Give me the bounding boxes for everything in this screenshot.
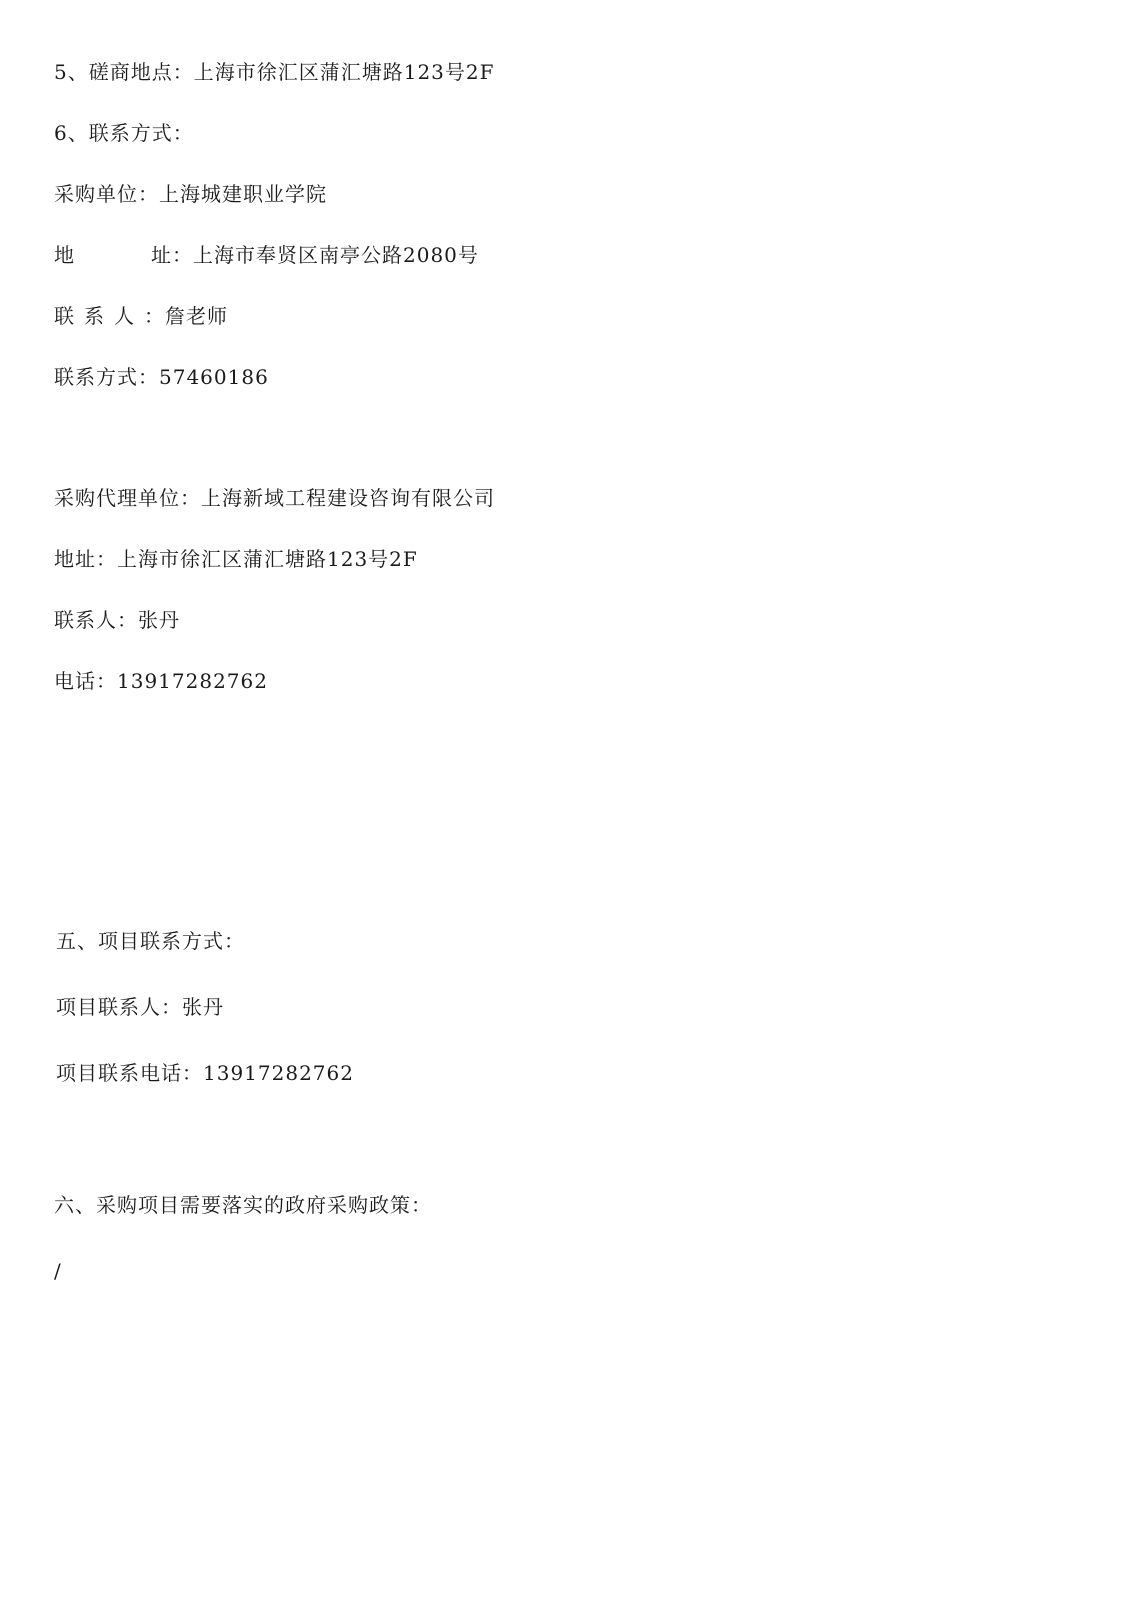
section-6-heading [54,1193,432,1217]
agency-unit-line [54,486,495,510]
purchaser-contact-colon: ： [144,304,165,328]
agency-address-label: 地址： [54,547,117,571]
negotiation-location-text: 5、磋商地点：上海市徐汇区蒲汇塘路123号2F [54,60,495,84]
section-5-heading-text: 五、项目联系方式： [56,929,245,953]
agency-contact-label: 联系人： [54,608,138,632]
purchaser-contact-line [54,304,228,328]
project-contact-value: 张丹 [182,995,224,1019]
project-phone-value: 13917282762 [203,1061,354,1085]
negotiation-location-line [54,60,495,84]
project-phone-label: 项目联系电话： [56,1061,203,1085]
project-contact-line [56,995,224,1019]
purchaser-phone-line [54,365,269,389]
section-6-heading-text: 六、采购项目需要落实的政府采购政策： [54,1193,432,1217]
agency-address-value: 上海市徐汇区蒲汇塘路123号2F [117,547,418,571]
agency-phone-value: 13917282762 [117,669,268,693]
agency-contact-line [54,608,180,632]
agency-unit-value: 上海新域工程建设咨询有限公司 [201,486,495,510]
purchaser-address-label-b: 址： [151,243,193,267]
purchaser-unit-label: 采购单位： [54,182,159,206]
project-contact-label: 项目联系人： [56,995,182,1019]
project-phone-line [56,1061,354,1085]
purchaser-address-value: 上海市奉贤区南亭公路2080号 [193,243,479,267]
agency-contact-value: 张丹 [138,608,180,632]
agency-unit-label: 采购代理单位： [54,486,201,510]
section-5-heading [56,929,245,953]
purchaser-contact-value: 詹老师 [165,304,228,328]
contact-method-heading [54,121,194,145]
agency-address-line [54,547,418,571]
section-6-body-text: / [54,1259,62,1283]
purchaser-phone-label: 联系方式： [54,365,159,389]
purchaser-unit-line [54,182,327,206]
purchaser-unit-value: 上海城建职业学院 [159,182,327,206]
agency-phone-label: 电话： [54,669,117,693]
purchaser-address-label-a: 地 [54,243,75,267]
purchaser-phone-value: 57460186 [159,365,269,389]
agency-phone-line [54,669,268,693]
section-6-body [54,1259,62,1283]
contact-method-text: 6、联系方式： [54,121,194,145]
purchaser-contact-label: 联系人 [54,304,144,328]
purchaser-address-line [54,243,479,267]
